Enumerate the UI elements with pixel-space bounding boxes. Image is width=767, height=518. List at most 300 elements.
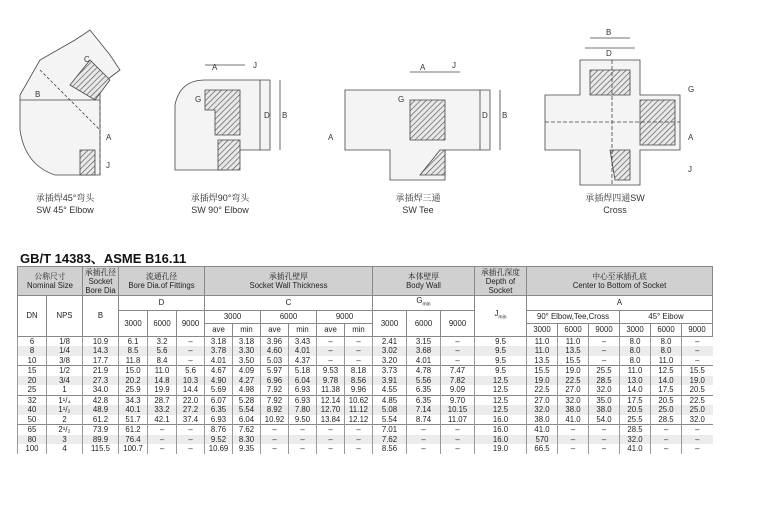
header-g: $G_{min}$ xyxy=(373,296,475,311)
table-cell: 2.41 xyxy=(373,336,407,346)
standard-title: GB/T 14383、ASME B16.11 xyxy=(20,251,187,266)
table-cell: – xyxy=(682,346,713,356)
table-cell: 48.9 xyxy=(83,405,119,415)
table-cell: 41.0 xyxy=(558,415,589,425)
table-cell: 20.5 xyxy=(651,395,682,405)
svg-text:B: B xyxy=(502,111,508,120)
table-cell: 12.14 xyxy=(317,395,345,405)
table-cell: – xyxy=(407,444,441,454)
table-cell: 10.15 xyxy=(441,405,475,415)
table-cell: 28.5 xyxy=(620,425,651,435)
table-cell: – xyxy=(177,444,205,454)
table-cell: 8.5 xyxy=(119,346,148,356)
table-cell: – xyxy=(261,444,289,454)
header-socket-depth: 承插孔深度 Depth of Socket xyxy=(475,267,527,296)
table-cell: 13.0 xyxy=(620,376,651,386)
table-cell: 5.18 xyxy=(289,366,317,376)
table-cell: 12.70 xyxy=(317,405,345,415)
caption-cross: 承插焊四通SW Cross xyxy=(585,193,645,215)
table-cell: 28.7 xyxy=(148,395,177,405)
table-cell: 32.0 xyxy=(558,395,589,405)
table-row xyxy=(18,435,713,445)
table-cell: 19.0 xyxy=(682,376,713,386)
header-min: min xyxy=(289,323,317,336)
table-cell: – xyxy=(345,346,373,356)
table-cell: – xyxy=(407,435,441,445)
table-cell: – xyxy=(589,336,620,346)
table-cell: 25 xyxy=(18,385,47,395)
svg-text:A: A xyxy=(328,133,334,142)
table-cell: 17.5 xyxy=(620,395,651,405)
table-cell: 73.9 xyxy=(83,425,119,435)
table-cell: 4.78 xyxy=(407,366,441,376)
header-elbow45: 45° Eibow xyxy=(620,310,713,323)
table-cell: 5.54 xyxy=(233,405,261,415)
table-cell: 9.5 xyxy=(475,366,527,376)
table-cell: – xyxy=(589,346,620,356)
table-row xyxy=(18,346,713,356)
header-d-6000: 6000 xyxy=(148,310,177,336)
table-cell: 8.56 xyxy=(345,376,373,386)
table-row xyxy=(18,425,713,435)
dimension-table xyxy=(17,266,713,454)
table-cell: 5.08 xyxy=(373,405,407,415)
table-cell: 3.2 xyxy=(148,336,177,346)
table-cell: 80 xyxy=(18,435,47,445)
table-cell: 14.3 xyxy=(83,346,119,356)
table-cell: 11.0 xyxy=(527,346,558,356)
table-row xyxy=(18,356,713,366)
table-cell: – xyxy=(441,336,475,346)
table-cell: 16.0 xyxy=(475,415,527,425)
table-cell: – xyxy=(441,435,475,445)
table-cell: – xyxy=(317,444,345,454)
table-cell: 7.01 xyxy=(373,425,407,435)
table-cell: 6.93 xyxy=(289,385,317,395)
table-cell: 3 xyxy=(47,435,83,445)
table-cell: 28.5 xyxy=(651,415,682,425)
table-cell: 16.0 xyxy=(475,435,527,445)
table-cell: 9.70 xyxy=(441,395,475,405)
table-cell: 9.96 xyxy=(345,385,373,395)
table-cell: 19.0 xyxy=(558,366,589,376)
table-cell: 10.9 xyxy=(83,336,119,346)
table-cell: 4.98 xyxy=(233,385,261,395)
table-cell: 27.2 xyxy=(177,405,205,415)
table-row xyxy=(18,405,713,415)
table-cell: – xyxy=(177,346,205,356)
table-cell: 40 xyxy=(18,405,47,415)
elbow-45-drawing xyxy=(20,30,120,175)
table-cell: 66.5 xyxy=(527,444,558,454)
table-cell: 10.69 xyxy=(205,444,233,454)
table-cell: 54.0 xyxy=(589,415,620,425)
table-cell: 89.9 xyxy=(83,435,119,445)
table-cell: 6 xyxy=(18,336,47,346)
table-cell: 9.5 xyxy=(475,356,527,366)
table-cell: 6.1 xyxy=(119,336,148,346)
table-cell: 115.5 xyxy=(83,444,119,454)
table-row xyxy=(18,376,713,386)
svg-text:D: D xyxy=(606,49,612,58)
table-cell: 11.38 xyxy=(317,385,345,395)
table-cell: 38.0 xyxy=(589,405,620,415)
header-c-9000: 9000 xyxy=(317,310,373,323)
table-cell: 40.1 xyxy=(119,405,148,415)
table-cell: – xyxy=(261,425,289,435)
header-a45-3000: 3000 xyxy=(620,323,651,336)
table-cell: 8.0 xyxy=(651,336,682,346)
table-cell: 3.73 xyxy=(373,366,407,376)
table-cell: 8.0 xyxy=(620,356,651,366)
table-cell: 11.0 xyxy=(651,356,682,366)
header-a: A xyxy=(527,296,713,311)
svg-text:B: B xyxy=(606,28,612,37)
tee-drawing xyxy=(328,61,507,180)
header-ave: ave xyxy=(261,323,289,336)
table-cell: – xyxy=(441,425,475,435)
table-cell: 2¹/₂ xyxy=(47,425,83,435)
header-c: C xyxy=(205,296,373,311)
table-cell: 7.80 xyxy=(289,405,317,415)
table-cell: 13.84 xyxy=(317,415,345,425)
table-cell: 4 xyxy=(47,444,83,454)
table-cell: – xyxy=(682,425,713,435)
svg-text:J: J xyxy=(452,61,456,70)
table-cell: 38.0 xyxy=(558,405,589,415)
table-cell: 65 xyxy=(18,425,47,435)
table-cell: 4.67 xyxy=(205,366,233,376)
table-cell: 22.5 xyxy=(558,376,589,386)
table-cell: 6.96 xyxy=(261,376,289,386)
table-cell: 11.0 xyxy=(148,366,177,376)
table-cell: 15.5 xyxy=(527,366,558,376)
table-cell: 5.97 xyxy=(261,366,289,376)
table-cell: 2 xyxy=(47,415,83,425)
table-cell: 7.62 xyxy=(233,425,261,435)
table-cell: 3.91 xyxy=(373,376,407,386)
svg-text:J: J xyxy=(253,61,257,70)
table-cell: 25.0 xyxy=(682,405,713,415)
table-cell: 4.01 xyxy=(205,356,233,366)
table-cell: 5.28 xyxy=(233,395,261,405)
table-cell: – xyxy=(558,444,589,454)
table-cell: – xyxy=(441,444,475,454)
table-cell: 9.78 xyxy=(317,376,345,386)
table-cell: 6.07 xyxy=(205,395,233,405)
table-cell: – xyxy=(289,444,317,454)
table-cell: 61.2 xyxy=(119,425,148,435)
table-cell: 27.0 xyxy=(527,395,558,405)
table-cell: – xyxy=(682,356,713,366)
table-cell: – xyxy=(345,435,373,445)
table-cell: – xyxy=(407,425,441,435)
table-cell: – xyxy=(682,336,713,346)
table-cell: 41.0 xyxy=(527,425,558,435)
table-cell: 3/4 xyxy=(47,376,83,386)
svg-text:A: A xyxy=(212,63,218,72)
elbow-90-drawing xyxy=(175,61,287,170)
table-cell: 9.53 xyxy=(317,366,345,376)
table-cell: 3.68 xyxy=(407,346,441,356)
table-cell: 10.3 xyxy=(177,376,205,386)
header-nps: NPS xyxy=(47,296,83,337)
table-cell: 32.0 xyxy=(620,435,651,445)
header-a-3000: 3000 xyxy=(527,323,558,336)
table-cell: – xyxy=(317,425,345,435)
table-cell: 5.03 xyxy=(261,356,289,366)
table-cell: 4.37 xyxy=(289,356,317,366)
header-d: D xyxy=(119,296,205,311)
header-center-to-bottom: 中心至承插孔底 Center to Bottom of Socket xyxy=(527,267,713,296)
table-cell: 11.0 xyxy=(558,336,589,346)
table-cell: 20 xyxy=(18,376,47,386)
header-g-9000: 9000 xyxy=(441,310,475,336)
header-min: min xyxy=(345,323,373,336)
table-cell: 3.30 xyxy=(233,346,261,356)
header-socket-bore: 承插孔径 Socket Bore Dia xyxy=(83,267,119,296)
table-cell: 4.01 xyxy=(289,346,317,356)
header-bore-dia: 流通孔径 Bore Dia.of Fittings xyxy=(119,267,205,296)
table-cell: 8.74 xyxy=(407,415,441,425)
table-row xyxy=(18,336,713,346)
table-cell: 1 xyxy=(47,385,83,395)
table-cell: 100 xyxy=(18,444,47,454)
table-cell: 3.50 xyxy=(233,356,261,366)
table-cell: 4.90 xyxy=(205,376,233,386)
table-cell: 10.92 xyxy=(261,415,289,425)
table-cell: 27.3 xyxy=(83,376,119,386)
svg-text:B: B xyxy=(282,111,288,120)
table-cell: 20.5 xyxy=(682,385,713,395)
table-cell: 9.35 xyxy=(233,444,261,454)
svg-text:D: D xyxy=(264,111,270,120)
header-g-3000: 3000 xyxy=(373,310,407,336)
caption-elbow-90: 承插焊90°弯头 SW 90° Elbow xyxy=(190,193,250,215)
table-cell: 3.18 xyxy=(205,336,233,346)
table-cell: 11.0 xyxy=(527,336,558,346)
table-cell: 5.56 xyxy=(407,376,441,386)
table-cell: 37.4 xyxy=(177,415,205,425)
table-cell: 7.47 xyxy=(441,366,475,376)
table-cell: 12.5 xyxy=(475,405,527,415)
table-cell: 4.85 xyxy=(373,395,407,405)
table-cell: 3.78 xyxy=(205,346,233,356)
table-cell: 11.07 xyxy=(441,415,475,425)
table-cell: 27.0 xyxy=(558,385,589,395)
table-cell: 14.4 xyxy=(177,385,205,395)
table-cell: 14.0 xyxy=(620,385,651,395)
table-cell: – xyxy=(289,425,317,435)
header-dn: DN xyxy=(18,296,47,337)
table-cell: 25.0 xyxy=(651,405,682,415)
table-cell: – xyxy=(289,435,317,445)
caption-elbow-45: 承插焊45°弯头 SW 45° Elbow xyxy=(35,193,95,215)
table-cell: 33.2 xyxy=(148,405,177,415)
table-cell: 41.0 xyxy=(620,444,651,454)
header-b: B xyxy=(83,296,119,337)
table-cell: 5.6 xyxy=(177,366,205,376)
table-cell: 10.62 xyxy=(345,395,373,405)
table-cell: 8.0 xyxy=(620,346,651,356)
table-cell: 5.54 xyxy=(373,415,407,425)
table-cell: – xyxy=(317,336,345,346)
table-cell: 9.5 xyxy=(475,336,527,346)
table-cell: 6.93 xyxy=(289,395,317,405)
svg-text:J: J xyxy=(106,161,110,170)
table-cell: 14.0 xyxy=(651,376,682,386)
header-ave: ave xyxy=(317,323,345,336)
table-cell: 3/8 xyxy=(47,356,83,366)
table-cell: 4.09 xyxy=(233,366,261,376)
table-cell: 6.35 xyxy=(407,395,441,405)
table-body xyxy=(18,336,713,454)
table-cell: 5.6 xyxy=(148,346,177,356)
table-cell: – xyxy=(441,346,475,356)
table-cell: – xyxy=(345,356,373,366)
table-cell: 22.0 xyxy=(177,395,205,405)
table-cell: 19.0 xyxy=(475,444,527,454)
table-cell: 12.5 xyxy=(475,395,527,405)
table-cell: 22.5 xyxy=(527,385,558,395)
table-cell: 38.0 xyxy=(527,415,558,425)
table-cell: 6.93 xyxy=(205,415,233,425)
table-cell: – xyxy=(148,425,177,435)
table-cell: – xyxy=(651,425,682,435)
table-cell: – xyxy=(558,425,589,435)
table-cell: 8.30 xyxy=(233,435,261,445)
table-cell: 1¹/₂ xyxy=(47,405,83,415)
table-cell: 7.14 xyxy=(407,405,441,415)
table-cell: 16.0 xyxy=(475,425,527,435)
header-body-wall: 本体壁厚 Body Wall xyxy=(373,267,475,296)
table-cell: 32.0 xyxy=(589,385,620,395)
table-cell: 3.15 xyxy=(407,336,441,346)
table-row xyxy=(18,385,713,395)
table-cell: – xyxy=(177,435,205,445)
table-cell: 22.5 xyxy=(682,395,713,405)
table-cell: 3.43 xyxy=(289,336,317,346)
table-row xyxy=(18,366,713,376)
svg-text:A: A xyxy=(106,133,112,142)
table-cell: 42.8 xyxy=(83,395,119,405)
table-cell: 15.5 xyxy=(682,366,713,376)
table-cell: 21.9 xyxy=(83,366,119,376)
table-row xyxy=(18,395,713,405)
table-cell: 3.96 xyxy=(261,336,289,346)
table-cell: 50 xyxy=(18,415,47,425)
table-cell: 13.5 xyxy=(558,346,589,356)
table-cell: 6.35 xyxy=(407,385,441,395)
table-cell: 20.5 xyxy=(620,405,651,415)
table-cell: 8 xyxy=(18,346,47,356)
table-cell: 3.02 xyxy=(373,346,407,356)
table-row xyxy=(18,444,713,454)
table-cell: – xyxy=(177,336,205,346)
table-cell: 8.92 xyxy=(261,405,289,415)
table-cell: 9.52 xyxy=(205,435,233,445)
table-cell: 32.0 xyxy=(527,405,558,415)
header-a-6000: 6000 xyxy=(558,323,589,336)
table-cell: 12.5 xyxy=(475,385,527,395)
svg-text:G: G xyxy=(195,95,202,104)
table-cell: 32.0 xyxy=(682,415,713,425)
header-nominal: 公称尺寸 Nominal Size xyxy=(18,267,83,296)
header-d-9000: 9000 xyxy=(177,310,205,336)
table-cell: – xyxy=(345,444,373,454)
table-cell: 1/4 xyxy=(47,346,83,356)
table-cell: – xyxy=(682,444,713,454)
table-cell: 12.5 xyxy=(475,376,527,386)
table-cell: – xyxy=(261,435,289,445)
table-cell: – xyxy=(651,435,682,445)
table-cell: 3.18 xyxy=(233,336,261,346)
table-cell: – xyxy=(589,356,620,366)
table-cell: 15 xyxy=(18,366,47,376)
table-cell: 570 xyxy=(527,435,558,445)
table-cell: 8.4 xyxy=(148,356,177,366)
table-cell: – xyxy=(651,444,682,454)
header-a45-6000: 6000 xyxy=(651,323,682,336)
table-cell: – xyxy=(317,356,345,366)
table-cell: – xyxy=(345,425,373,435)
svg-text:C: C xyxy=(84,55,90,64)
table-cell: 51.7 xyxy=(119,415,148,425)
header-wall-thickness: 承插孔壁厚 Socket Wall Thickness xyxy=(205,267,373,296)
table-cell: 25.5 xyxy=(620,415,651,425)
table-cell: 11.0 xyxy=(620,366,651,376)
table-cell: 11.8 xyxy=(119,356,148,366)
table-cell: 11.12 xyxy=(345,405,373,415)
table-cell: – xyxy=(345,336,373,346)
table-cell: – xyxy=(589,425,620,435)
header-ave: ave xyxy=(205,323,233,336)
cross-drawing xyxy=(545,28,694,185)
caption-tee: 承插焊三通 SW Tee xyxy=(395,193,441,215)
table-cell: 17.5 xyxy=(651,385,682,395)
svg-text:D: D xyxy=(482,111,488,120)
svg-text:A: A xyxy=(688,133,694,142)
table-cell: – xyxy=(558,435,589,445)
table-cell: 8.0 xyxy=(651,346,682,356)
header-d-3000: 3000 xyxy=(119,310,148,336)
table-cell: – xyxy=(317,346,345,356)
table-cell: 6.04 xyxy=(289,376,317,386)
svg-text:A: A xyxy=(420,63,426,72)
table-cell: – xyxy=(589,444,620,454)
header-min: min xyxy=(233,323,261,336)
table-cell: 4.01 xyxy=(407,356,441,366)
table-cell: 61.2 xyxy=(83,415,119,425)
table-cell: 6.35 xyxy=(205,405,233,415)
table-cell: 14.8 xyxy=(148,376,177,386)
header-a-9000: 9000 xyxy=(589,323,620,336)
table-cell: 76.4 xyxy=(119,435,148,445)
svg-text:G: G xyxy=(398,95,405,104)
table-cell: 25.5 xyxy=(589,366,620,376)
table-cell: – xyxy=(317,435,345,445)
svg-text:J: J xyxy=(688,165,692,174)
header-g-6000: 6000 xyxy=(407,310,441,336)
table-cell: – xyxy=(441,356,475,366)
table-cell: 3.20 xyxy=(373,356,407,366)
table-cell: 32 xyxy=(18,395,47,405)
table-cell: 4.55 xyxy=(373,385,407,395)
table-cell: 15.0 xyxy=(119,366,148,376)
table-cell: 19.9 xyxy=(148,385,177,395)
table-cell: 13.5 xyxy=(527,356,558,366)
table-cell: 7.92 xyxy=(261,395,289,405)
